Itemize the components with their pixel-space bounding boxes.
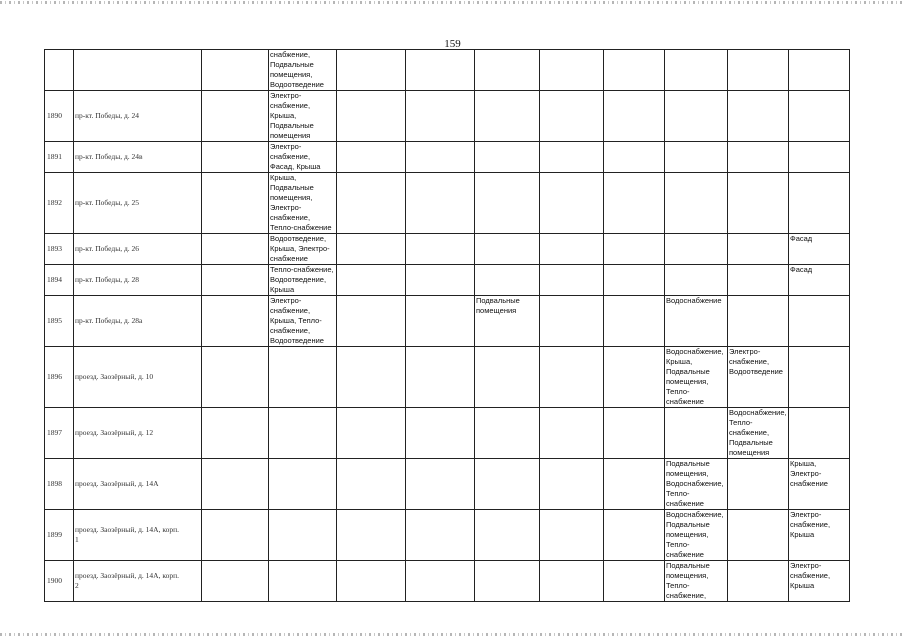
scan-noise-bottom (0, 633, 905, 636)
empty-cell (604, 510, 665, 561)
empty-cell (604, 173, 665, 234)
row-number: 1897 (45, 408, 74, 459)
works-cell: Подвальные помещения (475, 296, 540, 347)
empty-cell (202, 50, 269, 91)
empty-cell (540, 50, 604, 91)
table-row (45, 347, 850, 408)
empty-cell (337, 234, 406, 265)
table-row (45, 459, 850, 510)
empty-cell (540, 347, 604, 408)
row-number: 1896 (45, 347, 74, 408)
works-cell: снабжение, Подвальные помещения, Водоотведение (269, 50, 337, 91)
empty-cell (337, 510, 406, 561)
empty-cell (202, 173, 269, 234)
empty-cell (604, 408, 665, 459)
works-cell (728, 510, 789, 561)
empty-cell (604, 561, 665, 602)
row-number: 1898 (45, 459, 74, 510)
empty-cell (202, 347, 269, 408)
works-cell (789, 91, 850, 142)
works-cell (665, 265, 728, 296)
works-cell: Тепло-снабжение, Водоотведение, Крыша (269, 265, 337, 296)
empty-cell (337, 142, 406, 173)
table-row (45, 510, 850, 561)
row-address: пр-кт. Победы, д. 25 (74, 173, 202, 234)
works-cell (269, 347, 337, 408)
table-row (45, 408, 850, 459)
row-number: 1890 (45, 91, 74, 142)
works-cell (475, 561, 540, 602)
row-address: пр-кт. Победы, д. 26 (74, 234, 202, 265)
empty-cell (202, 459, 269, 510)
works-cell (789, 296, 850, 347)
empty-cell (540, 234, 604, 265)
empty-cell (604, 296, 665, 347)
works-cell: Водоснабжение, Крыша, Подвальные помещения, Тепло- снабжение (665, 347, 728, 408)
works-cell (789, 347, 850, 408)
empty-cell (202, 142, 269, 173)
works-cell: Электро- снабжение, Крыша (789, 510, 850, 561)
works-cell (728, 50, 789, 91)
empty-cell (604, 234, 665, 265)
empty-cell (540, 408, 604, 459)
works-cell: Электро- снабжение, Водоотведение (728, 347, 789, 408)
empty-cell (406, 347, 475, 408)
row-address: проезд. Заозёрный, д. 14А, корп. 1 (74, 510, 202, 561)
empty-cell (337, 347, 406, 408)
empty-cell (337, 408, 406, 459)
row-address: пр-кт. Победы, д. 24 (74, 91, 202, 142)
works-cell (269, 561, 337, 602)
register-table (44, 49, 850, 602)
works-cell (665, 234, 728, 265)
works-cell (665, 50, 728, 91)
empty-cell (337, 459, 406, 510)
empty-cell (604, 265, 665, 296)
row-number: 1895 (45, 296, 74, 347)
table-row (45, 296, 850, 347)
empty-cell (337, 173, 406, 234)
works-cell (475, 142, 540, 173)
row-number: 1894 (45, 265, 74, 296)
row-address (74, 50, 202, 91)
empty-cell (202, 91, 269, 142)
works-cell (475, 265, 540, 296)
works-cell (665, 142, 728, 173)
works-cell: Электро- снабжение, Крыша, Подвальные помещения (269, 91, 337, 142)
row-number: 1899 (45, 510, 74, 561)
empty-cell (406, 142, 475, 173)
empty-cell (540, 561, 604, 602)
empty-cell (604, 459, 665, 510)
works-cell (475, 347, 540, 408)
empty-cell (406, 265, 475, 296)
empty-cell (337, 561, 406, 602)
empty-cell (202, 510, 269, 561)
works-cell: Водоснабжение, Тепло- снабжение, Подвальные помещения (729, 408, 787, 457)
works-cell (728, 296, 789, 347)
works-cell: Подвальные помещения, Водоснабжение, Тепло- снабжение (665, 459, 728, 510)
empty-cell (202, 234, 269, 265)
row-number (45, 50, 74, 91)
works-cell (475, 408, 540, 459)
works-cell (269, 408, 337, 459)
works-cell: Электро- снабжение, Крыша, Тепло- снабжение, Водоотведение (269, 296, 337, 347)
empty-cell (406, 510, 475, 561)
works-cell: Электро- снабжение, Фасад, Крыша (269, 142, 337, 173)
empty-cell (540, 91, 604, 142)
empty-cell (337, 91, 406, 142)
row-number: 1892 (45, 173, 74, 234)
empty-cell (406, 234, 475, 265)
works-cell: Фасад (789, 234, 850, 265)
row-address: проезд. Заозёрный, д. 10 (74, 347, 202, 408)
row-address: пр-кт. Победы, д. 28а (74, 296, 202, 347)
empty-cell (604, 347, 665, 408)
works-cell (789, 173, 850, 234)
empty-cell (202, 296, 269, 347)
empty-cell (604, 142, 665, 173)
empty-cell (604, 91, 665, 142)
works-cell (728, 173, 789, 234)
works-cell (475, 459, 540, 510)
page-number: 159 (444, 38, 461, 50)
works-cell (475, 50, 540, 91)
row-address: проезд. Заозёрный, д. 14А, корп. 2 (74, 561, 202, 602)
works-cell (269, 459, 337, 510)
works-cell: Водоснабжение (665, 296, 728, 347)
works-cell (665, 408, 728, 459)
works-cell (728, 265, 789, 296)
empty-cell (406, 561, 475, 602)
table-row (45, 50, 850, 91)
row-number: 1900 (45, 561, 74, 602)
works-cell: Водоснабжение, Подвальные помещения, Тепло- снабжение (665, 510, 728, 561)
row-number: 1891 (45, 142, 74, 173)
row-number: 1893 (45, 234, 74, 265)
works-cell: Фасад (789, 265, 850, 296)
works-cell (728, 459, 789, 510)
works-cell: Крыша, Подвальные помещения, Электро- снабжение, Тепло-снабжение (269, 173, 337, 234)
table-row (45, 265, 850, 296)
works-cell (475, 173, 540, 234)
empty-cell (406, 459, 475, 510)
works-cell (665, 173, 728, 234)
scan-noise-top (0, 1, 905, 4)
works-cell (475, 234, 540, 265)
works-cell: Электро- снабжение, Крыша (789, 561, 850, 602)
row-address: пр-кт. Победы, д. 24в (74, 142, 202, 173)
empty-cell (540, 265, 604, 296)
works-cell: Водоотведение, Крыша, Электро- снабжение (269, 234, 337, 265)
empty-cell (540, 510, 604, 561)
works-cell (728, 234, 789, 265)
empty-cell (202, 408, 269, 459)
empty-cell (540, 173, 604, 234)
row-address: проезд. Заозёрный, д. 14А (74, 459, 202, 510)
works-cell (789, 142, 850, 173)
empty-cell (202, 561, 269, 602)
works-cell (789, 50, 850, 91)
table-row (45, 234, 850, 265)
empty-cell (540, 142, 604, 173)
empty-cell (337, 265, 406, 296)
row-address: проезд. Заозёрный, д. 12 (74, 408, 202, 459)
works-cell: Подвальные помещения, Тепло- снабжение, (665, 561, 728, 602)
table-row (45, 91, 850, 142)
works-cell (728, 561, 789, 602)
table-row (45, 173, 850, 234)
works-cell (269, 510, 337, 561)
row-address: пр-кт. Победы, д. 28 (74, 265, 202, 296)
table-row (45, 142, 850, 173)
empty-cell (540, 459, 604, 510)
empty-cell (604, 50, 665, 91)
works-cell (789, 408, 850, 459)
empty-cell (337, 296, 406, 347)
works-cell (665, 91, 728, 142)
empty-cell (406, 91, 475, 142)
empty-cell (337, 50, 406, 91)
empty-cell (540, 296, 604, 347)
works-cell (728, 91, 789, 142)
empty-cell (202, 265, 269, 296)
table-row (45, 561, 850, 602)
works-cell (728, 142, 789, 173)
works-cell (475, 91, 540, 142)
empty-cell (406, 408, 475, 459)
empty-cell (406, 296, 475, 347)
works-cell (475, 510, 540, 561)
works-cell: Крыша, Электро- снабжение (789, 459, 850, 510)
empty-cell (406, 173, 475, 234)
empty-cell (406, 50, 475, 91)
